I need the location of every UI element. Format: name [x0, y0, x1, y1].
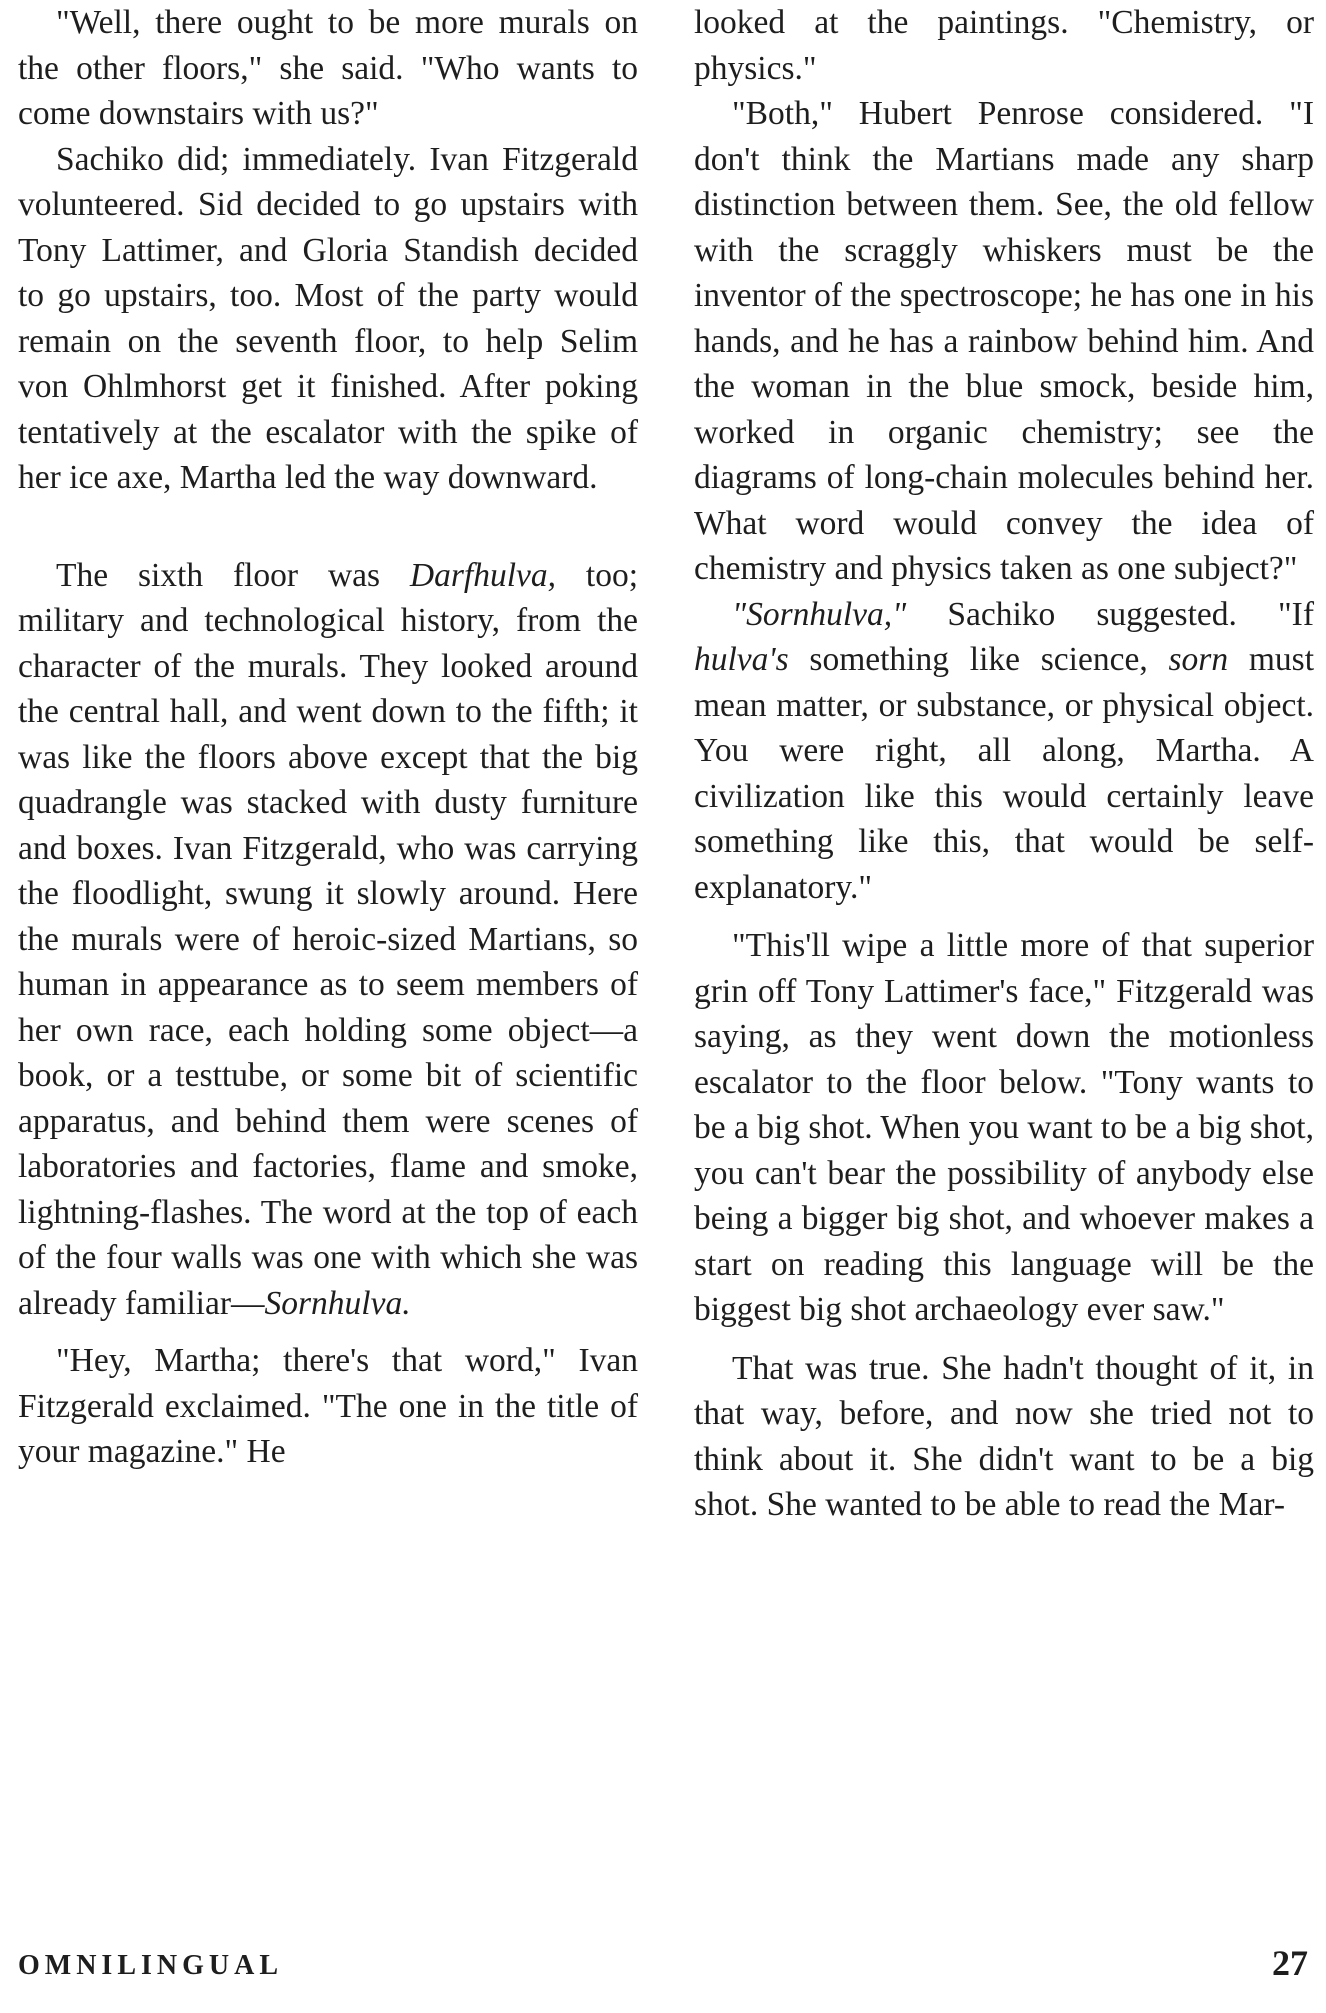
text-run: must mean matter, or substance, or physical object. You were right, all along, Martha. A civilization like this would certainly leave something like this, that would be self-explanatory." — [694, 641, 1315, 906]
right-text-column — [694, 0, 1314, 1528]
italic-word: sorn — [1168, 641, 1229, 678]
running-head: OMNILINGUAL — [18, 1950, 284, 1981]
paragraph: That was true. She hadn't thought of it, in that way, before, and now she tried not to think about it. She didn't want to be a big shot. She wanted to be able to read the Mar- — [694, 1349, 1314, 1523]
text-run: The sixth floor was — [56, 556, 410, 594]
paragraph: "Well, there ought to be more murals on the other floors," she said. "Who wants to come downstairs with us?" — [18, 4, 638, 132]
italic-word: Darfhulva, — [409, 556, 557, 594]
paragraph: "This'll wipe a little more of that superior grin off Tony Lattimer's face," Fitzgerald was saying, as they went down the motionless escalator to the floor below. "Tony wants to be a big shot. When you want to be a big shot, you can't bear the possibility of anybody else being a bigger big shot, and whoever makes a start on reading this language will be the biggest big shot archaeology ever saw." — [694, 927, 1314, 1328]
paragraph: Sachiko did; immediately. Ivan Fitzgerald volunteered. Sid decided to go upstairs with Tony Lattimer, and Gloria Standish decided to go upstairs, too. Most of the party would remain on the seventh floor, to help Selim von Ohlmhorst get it finished. After poking tentatively at the escalator with the spike of her ice axe, Martha led the way downward. — [18, 140, 638, 496]
paragraph — [694, 592, 1314, 911]
text-run: something like science, — [788, 641, 1169, 678]
italic-word: Sornhulva. — [264, 1284, 411, 1322]
paragraph: "Hey, Martha; there's that word," Ivan Fitzgerald exclaimed. "The one in the title of your magazine." He — [18, 1342, 638, 1470]
text-run: Sachiko suggested. "If — [906, 595, 1314, 633]
paragraph: "Both," Hubert Penrose considered. "I don't think the Martians made any sharp distinction between them. See, the old fellow with the scraggly whiskers must be the inventor of the spectroscope; he has one in his hands, and he has a rainbow behind him. And the woman in the blue smock, beside him, worked in organic chemistry; see the diagrams of long-chain molecules behind her. What word would convey the idea of chemistry and physics taken as one subject?" — [694, 95, 1314, 587]
left-text-column — [18, 0, 638, 1475]
page-footer — [18, 1942, 1308, 1992]
page-number: 27 — [1272, 1943, 1308, 1983]
paragraph: looked at the paintings. "Chemistry, or physics." — [694, 4, 1314, 87]
italic-word: "Sornhulva," — [732, 595, 907, 633]
paragraph — [18, 553, 638, 1327]
text-run: too; military and technological history, from the character of the murals. They looked around the central hall, and went down to the fifth; it was like the floors above except that the big quadrangle was stacked with dusty furniture and boxes. Ivan Fitzgerald, who was carrying the floodlight, swung it slowly around. Here the murals were of heroic-sized Martians, so human in appearance as to seem members of her own race, each holding some object—a book, or a testtube, or some bit of scientific apparatus, and behind them were scenes of laboratories and factories, flame and smoke, lightning-flashes. The word at the top of each of the four walls was one with which she was already familiar— — [18, 556, 638, 1322]
italic-word: hulva's — [694, 641, 789, 678]
